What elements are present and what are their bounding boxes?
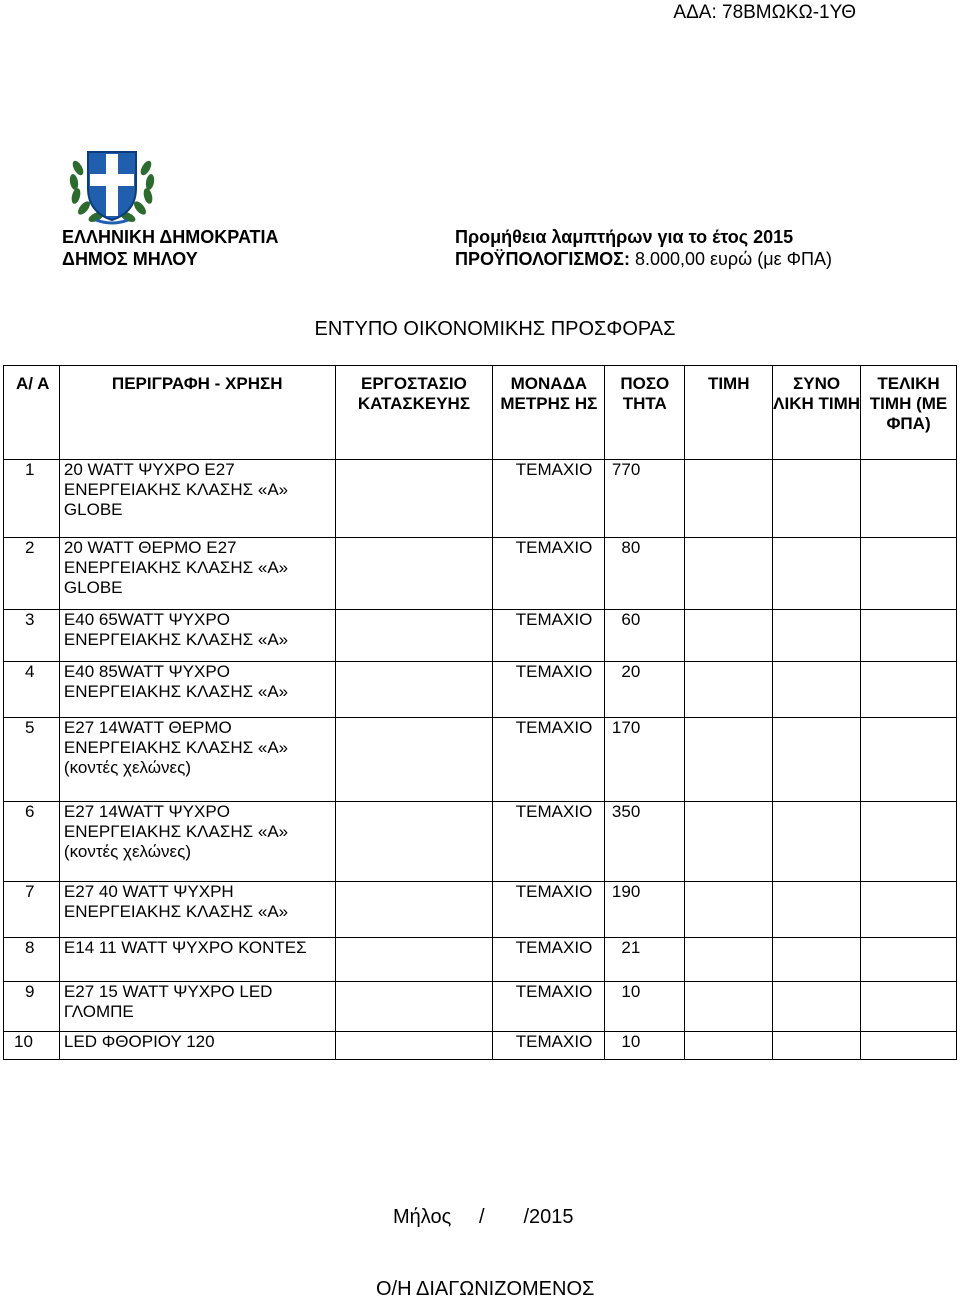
row-total-field[interactable] [773, 538, 861, 610]
row-number: 10 [4, 1032, 60, 1060]
table-row [4, 882, 957, 938]
table-row [4, 460, 957, 538]
place-date-line: Μήλος / /2015 [393, 1206, 574, 1228]
form-title: ΕΝΤΥΠΟ ΟΙΚΟΝΟΜΙΚΗΣ ΠΡΟΣΦΟΡΑΣ [314, 318, 676, 340]
row-quantity: 21 [605, 938, 685, 982]
row-total-field[interactable] [773, 882, 861, 938]
row-final-field[interactable] [861, 1032, 957, 1060]
row-price-field[interactable] [685, 1032, 773, 1060]
budget-label: ΠΡΟΫΠΟΛΟΓΙΣΜΟΣ: [455, 249, 630, 269]
header-description: ΠΕΡΙΓΡΑΦΗ - ΧΡΗΣΗ [59, 366, 335, 460]
table-row [4, 610, 957, 662]
header-unit: ΜΟΝΑΔΑ ΜΕΤΡΗΣ ΗΣ [493, 366, 605, 460]
row-factory-field[interactable] [335, 718, 493, 802]
procurement-title: Προμήθεια λαμπτήρων για το έτος 2015 [455, 227, 794, 247]
row-description: 20 WATT ΘΕΡΜΟ Ε27 ΕΝΕΡΓΕΙΑΚΗΣ ΚΛΑΣΗΣ «Α» GLOBE [59, 538, 335, 610]
row-factory-field[interactable] [335, 938, 493, 982]
row-price-field[interactable] [685, 802, 773, 882]
country-name: ΕΛΛΗΝΙΚΗ ΔΗΜΟΚΡΑΤΙΑ [62, 227, 279, 247]
row-price-field[interactable] [685, 938, 773, 982]
table-row [4, 538, 957, 610]
row-final-field[interactable] [861, 460, 957, 538]
row-description: Ε27 15 WATT ΨΥΧΡΟ LED ΓΛΟΜΠΕ [59, 982, 335, 1032]
row-unit: ΤΕΜΑΧΙΟ [493, 610, 605, 662]
organization-header [62, 226, 278, 270]
row-unit: ΤΕΜΑΧΙΟ [493, 662, 605, 718]
row-final-field[interactable] [861, 982, 957, 1032]
row-quantity: 60 [605, 610, 685, 662]
header-factory: ΕΡΓΟΣΤΑΣΙΟ ΚΑΤΑΣΚΕΥΗΣ [335, 366, 493, 460]
row-description: Ε14 11 WATT ΨΥΧΡΟ ΚΟΝΤΕΣ [59, 938, 335, 982]
row-description: 20 WATT ΨΥΧΡΟ Ε27 ΕΝΕΡΓΕΙΑΚΗΣ ΚΛΑΣΗΣ «Α» GLOBE [59, 460, 335, 538]
row-total-field[interactable] [773, 802, 861, 882]
row-number: 3 [4, 610, 60, 662]
row-quantity: 10 [605, 982, 685, 1032]
budget-value: 8.000,00 ευρώ (με ΦΠΑ) [629, 249, 832, 269]
row-number: 8 [4, 938, 60, 982]
row-description: Ε27 14WATT ΨΥΧΡΟ ΕΝΕΡΓΕΙΑΚΗΣ ΚΛΑΣΗΣ «Α» (κοντές χελώνες) [59, 802, 335, 882]
row-quantity: 20 [605, 662, 685, 718]
header-price: ΤΙΜΗ [685, 366, 773, 460]
row-price-field[interactable] [685, 882, 773, 938]
row-price-field[interactable] [685, 662, 773, 718]
row-quantity: 80 [605, 538, 685, 610]
header-final-price: ΤΕΛΙΚΗ ΤΙΜΗ (ΜΕ ΦΠΑ) [861, 366, 957, 460]
row-total-field[interactable] [773, 938, 861, 982]
row-number: 2 [4, 538, 60, 610]
row-number: 6 [4, 802, 60, 882]
row-quantity: 350 [605, 802, 685, 882]
row-unit: ΤΕΜΑΧΙΟ [493, 1032, 605, 1060]
table-row [4, 718, 957, 802]
table-header-row [4, 366, 957, 460]
row-final-field[interactable] [861, 802, 957, 882]
table-row [4, 802, 957, 882]
row-total-field[interactable] [773, 610, 861, 662]
municipality-name: ΔΗΜΟΣ ΜΗΛΟΥ [62, 249, 198, 269]
row-final-field[interactable] [861, 718, 957, 802]
row-final-field[interactable] [861, 538, 957, 610]
row-price-field[interactable] [685, 538, 773, 610]
row-number: 4 [4, 662, 60, 718]
offer-table [3, 365, 957, 1060]
row-number: 1 [4, 460, 60, 538]
row-quantity: 770 [605, 460, 685, 538]
row-factory-field[interactable] [335, 460, 493, 538]
row-factory-field[interactable] [335, 802, 493, 882]
row-factory-field[interactable] [335, 610, 493, 662]
row-factory-field[interactable] [335, 982, 493, 1032]
row-total-field[interactable] [773, 982, 861, 1032]
row-price-field[interactable] [685, 982, 773, 1032]
row-final-field[interactable] [861, 610, 957, 662]
row-quantity: 10 [605, 1032, 685, 1060]
row-number: 9 [4, 982, 60, 1032]
row-factory-field[interactable] [335, 538, 493, 610]
row-final-field[interactable] [861, 938, 957, 982]
row-total-field[interactable] [773, 718, 861, 802]
row-description: Ε27 14WATT ΘΕΡΜΟ ΕΝΕΡΓΕΙΑΚΗΣ ΚΛΑΣΗΣ «Α» (κοντές χελώνες) [59, 718, 335, 802]
procurement-header [455, 226, 832, 270]
row-description: Ε27 40 WATT ΨΥΧΡΗ ΕΝΕΡΓΕΙΑΚΗΣ ΚΛΑΣΗΣ «Α» [59, 882, 335, 938]
row-factory-field[interactable] [335, 1032, 493, 1060]
ada-code: ΑΔΑ: 78ΒΜΩΚΩ-1ΥΘ [673, 2, 856, 23]
greek-coat-of-arms-icon [66, 138, 158, 226]
row-unit: ΤΕΜΑΧΙΟ [493, 460, 605, 538]
row-unit: ΤΕΜΑΧΙΟ [493, 802, 605, 882]
row-total-field[interactable] [773, 460, 861, 538]
row-description: LED ΦΘΟΡΙΟΥ 120 [59, 1032, 335, 1060]
row-total-field[interactable] [773, 1032, 861, 1060]
row-final-field[interactable] [861, 882, 957, 938]
signature-label: Ο/Η ΔΙΑΓΩΝΙΖΟΜΕΝΟΣ [376, 1278, 595, 1300]
table-row [4, 938, 957, 982]
row-number: 7 [4, 882, 60, 938]
row-price-field[interactable] [685, 610, 773, 662]
row-price-field[interactable] [685, 460, 773, 538]
row-number: 5 [4, 718, 60, 802]
row-factory-field[interactable] [335, 882, 493, 938]
table-row [4, 662, 957, 718]
row-unit: ΤΕΜΑΧΙΟ [493, 982, 605, 1032]
header-quantity: ΠΟΣΟ ΤΗΤΑ [605, 366, 685, 460]
row-description: Ε40 85WATT ΨΥΧΡΟ ΕΝΕΡΓΕΙΑΚΗΣ ΚΛΑΣΗΣ «Α» [59, 662, 335, 718]
header-aa: Α/ Α [4, 366, 60, 460]
row-unit: ΤΕΜΑΧΙΟ [493, 882, 605, 938]
header-total: ΣΥΝΟ ΛΙΚΗ ΤΙΜΗ [773, 366, 861, 460]
table-row [4, 982, 957, 1032]
row-unit: ΤΕΜΑΧΙΟ [493, 538, 605, 610]
row-price-field[interactable] [685, 718, 773, 802]
row-unit: ΤΕΜΑΧΙΟ [493, 938, 605, 982]
row-description: Ε40 65WATT ΨΥΧΡΟ ΕΝΕΡΓΕΙΑΚΗΣ ΚΛΑΣΗΣ «Α» [59, 610, 335, 662]
row-quantity: 170 [605, 718, 685, 802]
row-unit: ΤΕΜΑΧΙΟ [493, 718, 605, 802]
row-quantity: 190 [605, 882, 685, 938]
table-row [4, 1032, 957, 1060]
row-factory-field[interactable] [335, 662, 493, 718]
row-total-field[interactable] [773, 662, 861, 718]
row-final-field[interactable] [861, 662, 957, 718]
